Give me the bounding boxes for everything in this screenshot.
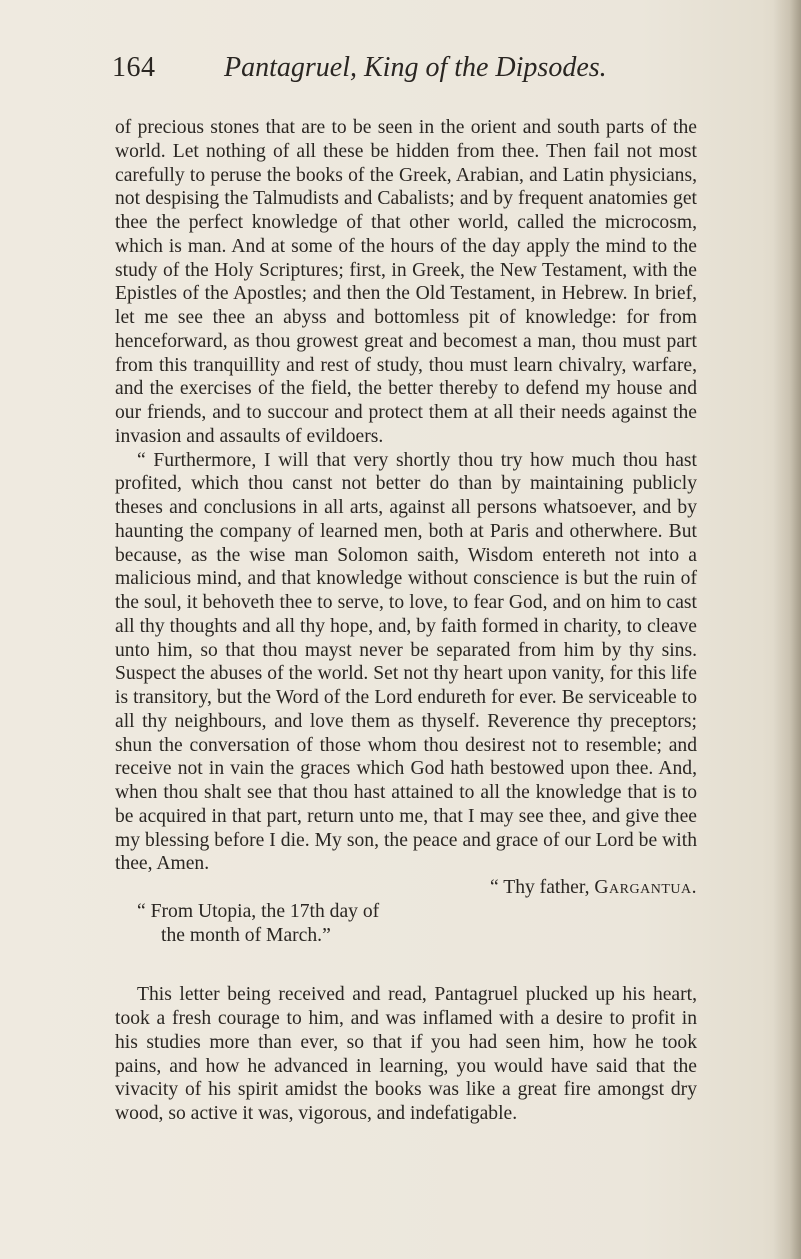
running-head: Pantagruel, King of the Dipsodes.	[224, 52, 607, 83]
dateline-line-2: the month of March.”	[161, 924, 331, 946]
paragraph-narrative: This letter being received and read, Pantagruel plucked up his heart, took a fresh courage to him, and was inflamed with a desire to profit in his studies more than ever, so that if you had seen him, how he took pains, and how he advanced in learning, you would have said that the vivacity of his spirit amidst the books was like a great fire amongst dry wood, so active it was, vigorous, and indefatigable.	[115, 984, 697, 1124]
page-body	[115, 116, 697, 1126]
dateline-line-1: “ From Utopia, the 17th day of	[137, 900, 380, 922]
paragraph-continuation: of precious stones that are to be seen in the orient and south parts of the world. Let nothing of all these be hidden from thee. Then fail not most carefully to peruse the books of the Greek, Arabian, and Latin physicians, not despising the Talmudists and Cabalists; and by frequent anatomies get thee the perfect knowledge of that other world, called the microcosm, which is man. And at some of the hours of the day apply the mind to the study of the Holy Scriptures; first, in Greek, the New Testament, with the Epistles of the Apostles; and then the Old Testament, in Hebrew. In brief, let me see thee an abyss and bottomless pit of knowledge: for from henceforward, as thou growest great and becomest a man, thou must part from this tranquillity and rest of study, thou must learn chivalry, warfare, and the exercises of the field, the better thereby to defend my house and our friends, and to succour and protect them at all their needs against the invasion and assaults of evildoers.	[115, 117, 697, 447]
paragraph-furthermore: “ Furthermore, I will that very shortly thou try how much thou hast profited, which thou canst not better do than by maintaining publicly theses and conclusions in all arts, against all persons whatsoever, and by haunting the company of learned men, both at Paris and otherwhere. But because, as the wise man Solomon saith, Wisdom entereth not into a malicious mind, and that knowledge without conscience is but the ruin of the soul, it behoveth thee to serve, to love, to fear God, and on him to cast all thy thoughts and all thy hope, and, by faith formed in charity, to cleave unto him, so that thou mayst never be separated from him by thy sins. Suspect the abuses of the world. Set not thy heart upon vanity, for this life is transitory, but the Word of the Lord endureth for ever. Be serviceable to all thy neighbours, and love them as thyself. Reverence thy preceptors; shun the conversation of those whom thou desirest not to resemble; and receive not in vain the graces which God hath bestowed upon thee. And, when thou shalt see that thou hast attained to all the knowledge that is to be acquired in that part, return unto me, that I may see thee, and give thee my blessing before I die. My son, the peace and grace of our Lord be with thee, Amen.	[115, 449, 697, 875]
page-number: 164	[112, 52, 156, 83]
section-spacer	[115, 947, 697, 983]
signature-prefix: “ Thy father,	[489, 877, 595, 898]
page-header	[112, 52, 721, 92]
signature-name: Gargantua.	[594, 877, 697, 898]
letter-signature	[115, 876, 697, 900]
page-edge-shadow	[773, 0, 801, 1259]
